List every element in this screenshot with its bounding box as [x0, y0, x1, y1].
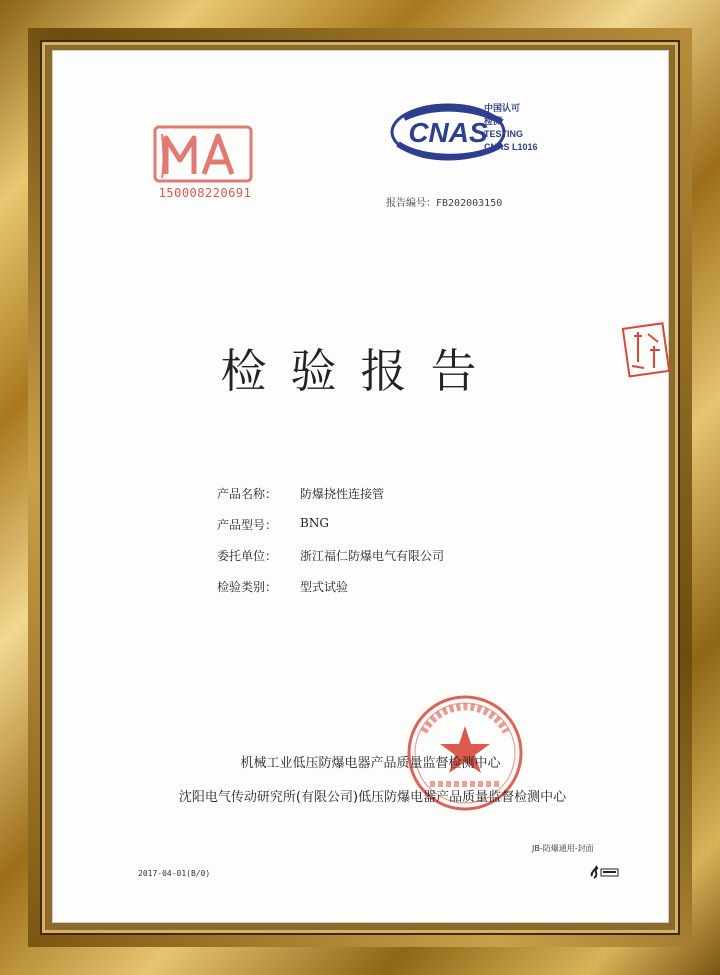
field-row-product-model: [217, 516, 444, 547]
field-label: 产品名称：: [217, 487, 278, 501]
report-cover-page: [52, 50, 669, 923]
issuing-organization: 沈阳电气传动研究所(有限公司)低压防爆电器产品质量监督检测中心: [178, 790, 567, 805]
cma-stamp-icon: [152, 124, 254, 190]
report-number: [386, 194, 502, 209]
field-label: 检验类别：: [217, 580, 278, 594]
product-info: [217, 485, 444, 609]
field-row-product-name: [217, 485, 444, 516]
field-label: 产品型号：: [217, 518, 278, 532]
field-row-client: [217, 547, 444, 578]
cnas-line: 检测: [484, 116, 503, 126]
field-value: 型式试验: [300, 580, 349, 594]
institute-logo-icon: [588, 864, 622, 880]
page-title: 检验报告: [220, 344, 501, 398]
field-value: BNG: [300, 516, 329, 530]
issuing-organization: 机械工业低压防爆电器产品质量监督检测中心: [240, 756, 501, 771]
cnas-logo-text: CNAS: [408, 117, 488, 148]
cnas-text-block: [484, 102, 538, 154]
field-value: 浙江福仁防爆电气有限公司: [300, 549, 445, 563]
issue-date: 2017-04-01(B/0): [138, 869, 211, 878]
field-row-inspection-type: [217, 578, 444, 609]
cma-number: 150008220691: [158, 186, 252, 200]
report-number-value: FB202003150: [436, 198, 503, 209]
cnas-line: 中国认可: [484, 103, 521, 113]
cnas-line: TESTING: [484, 129, 524, 139]
cnas-line: CNAS L1016: [484, 142, 538, 152]
report-number-label: 报告编号：: [386, 198, 436, 209]
field-value: 防爆挠性连接管: [300, 487, 385, 501]
form-code: JB-防爆通用-封面: [532, 844, 594, 853]
field-label: 委托单位：: [217, 549, 278, 563]
